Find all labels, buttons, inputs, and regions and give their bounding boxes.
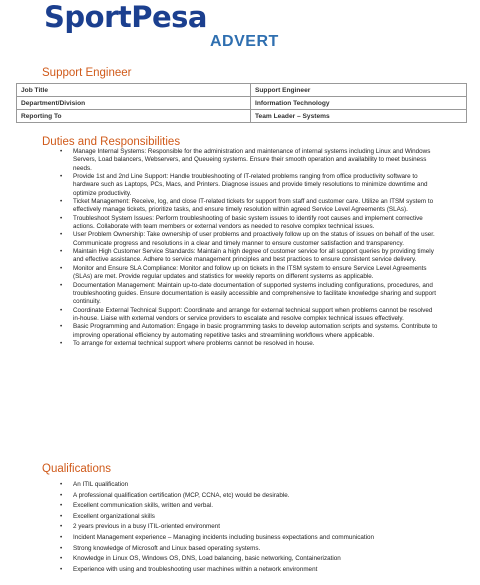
list-item: • 2 years previous in a busy ITIL-oriented environment <box>60 522 460 533</box>
list-item: • Provide 1st and 2nd Line Support: Handle troubleshooting of IT-related problems ranging from office productivity software to hardware such as Laptops, PCs, Macs, and Printers. Diagnose issues and provide timely resolutions to minimize downtime and optimize productivity. <box>60 173 438 198</box>
role-heading: Support Engineer <box>42 67 132 79</box>
list-item: • To arrange for external technical support where problems cannot be resolved in house. <box>60 340 438 348</box>
table-value: Team Leader – Systems <box>251 110 467 123</box>
list-item: • Troubleshoot System Issues: Perform troubleshooting of basic system issues to identify root causes and implement corrective actions. Collaborate with team members or external vendors as needed to resolve complex technical issues. <box>60 215 438 232</box>
table-row <box>17 84 467 97</box>
list-item: • Manage Internal Systems: Responsible for the administration and maintenance of internal systems including Linux and Windows Servers, Load balancers, Webservers, and Queueing systems. Ensure their smooth operation and availability to meet business needs. <box>60 148 438 173</box>
table-key: Reporting To <box>17 110 251 123</box>
table-row <box>17 110 467 123</box>
list-item: • Experience with using and troubleshooting user machines within a network environment <box>60 565 460 576</box>
table-row <box>17 97 467 110</box>
list-item: • Basic Programming and Automation: Engage in basic programming tasks to develop automation scripts and systems. Contribute to improving operational efficiency by automating repetitive tasks and streamlining workflows where applicable. <box>60 323 438 340</box>
list-item: • A professional qualification certification (MCP, CCNA, etc) would be desirable. <box>60 491 460 502</box>
table-value: Information Technology <box>251 97 467 110</box>
list-item: • Strong knowledge of Microsoft and Linux based operating systems. <box>60 544 460 555</box>
list-item: • An ITIL qualification <box>60 480 460 491</box>
table-value: Support Engineer <box>251 84 467 97</box>
qualifications-list <box>60 480 460 575</box>
list-item: • Incident Management experience – Managing incidents including business expectations and communication <box>60 533 460 544</box>
company-logo: SportPesa <box>44 0 207 34</box>
list-item: • Knowledge in Linux OS, Windows OS, DNS, Load balancing, basic networking, Containerization <box>60 554 460 565</box>
list-item: • Excellent communication skills, written and verbal. <box>60 501 460 512</box>
list-item: • Monitor and Ensure SLA Compliance: Monitor and follow up on tickets in the ITSM system to ensure Service Level Agreements (SLAs) are met. Provide regular updates and statistics for weekly reports on different systems as applicable. <box>60 265 438 282</box>
list-item: • User Problem Ownership: Take ownership of user problems and proactively follow up on the status of issues on behalf of the user. Communicate progress and resolutions in a clear and timely manner to ensure customer satisfaction and transparency. <box>60 231 438 248</box>
list-item: • Coordinate External Technical Support: Coordinate and arrange for external technical support when problems cannot be resolved in-house. Liaise with external vendors or service providers to escalate and resolve complex technical issues effectively. <box>60 307 438 324</box>
list-item: • Documentation Management: Maintain up-to-date documentation of supported systems including configurations, procedures, and troubleshooting guides. Ensure documentation is easily accessible and comprehensive to facilitate knowledge sharing and support continuity. <box>60 282 438 307</box>
advert-heading: ADVERT <box>210 33 279 50</box>
list-item: • Excellent organizational skills <box>60 512 460 523</box>
list-item: • Maintain High Customer Service Standards: Maintain a high degree of customer service for all support queries by providing timely and effective assistance. Adhere to service management principles and best practices to ensure consistent service delivery. <box>60 248 438 265</box>
qualifications-section-title: Qualifications <box>42 463 112 475</box>
duties-list <box>60 148 438 348</box>
job-details-table <box>16 83 467 123</box>
table-key: Department/Division <box>17 97 251 110</box>
list-item: • Ticket Management: Receive, log, and close IT-related tickets for support from staff and customer care. Utilize an ITSM system to effectively manage tickets, prioritize tasks, and ensure timely resolution within agreed Service Level Agreements (SLAs). <box>60 198 438 215</box>
duties-section-title: Duties and Responsibilities <box>42 136 181 148</box>
table-key: Job Title <box>17 84 251 97</box>
